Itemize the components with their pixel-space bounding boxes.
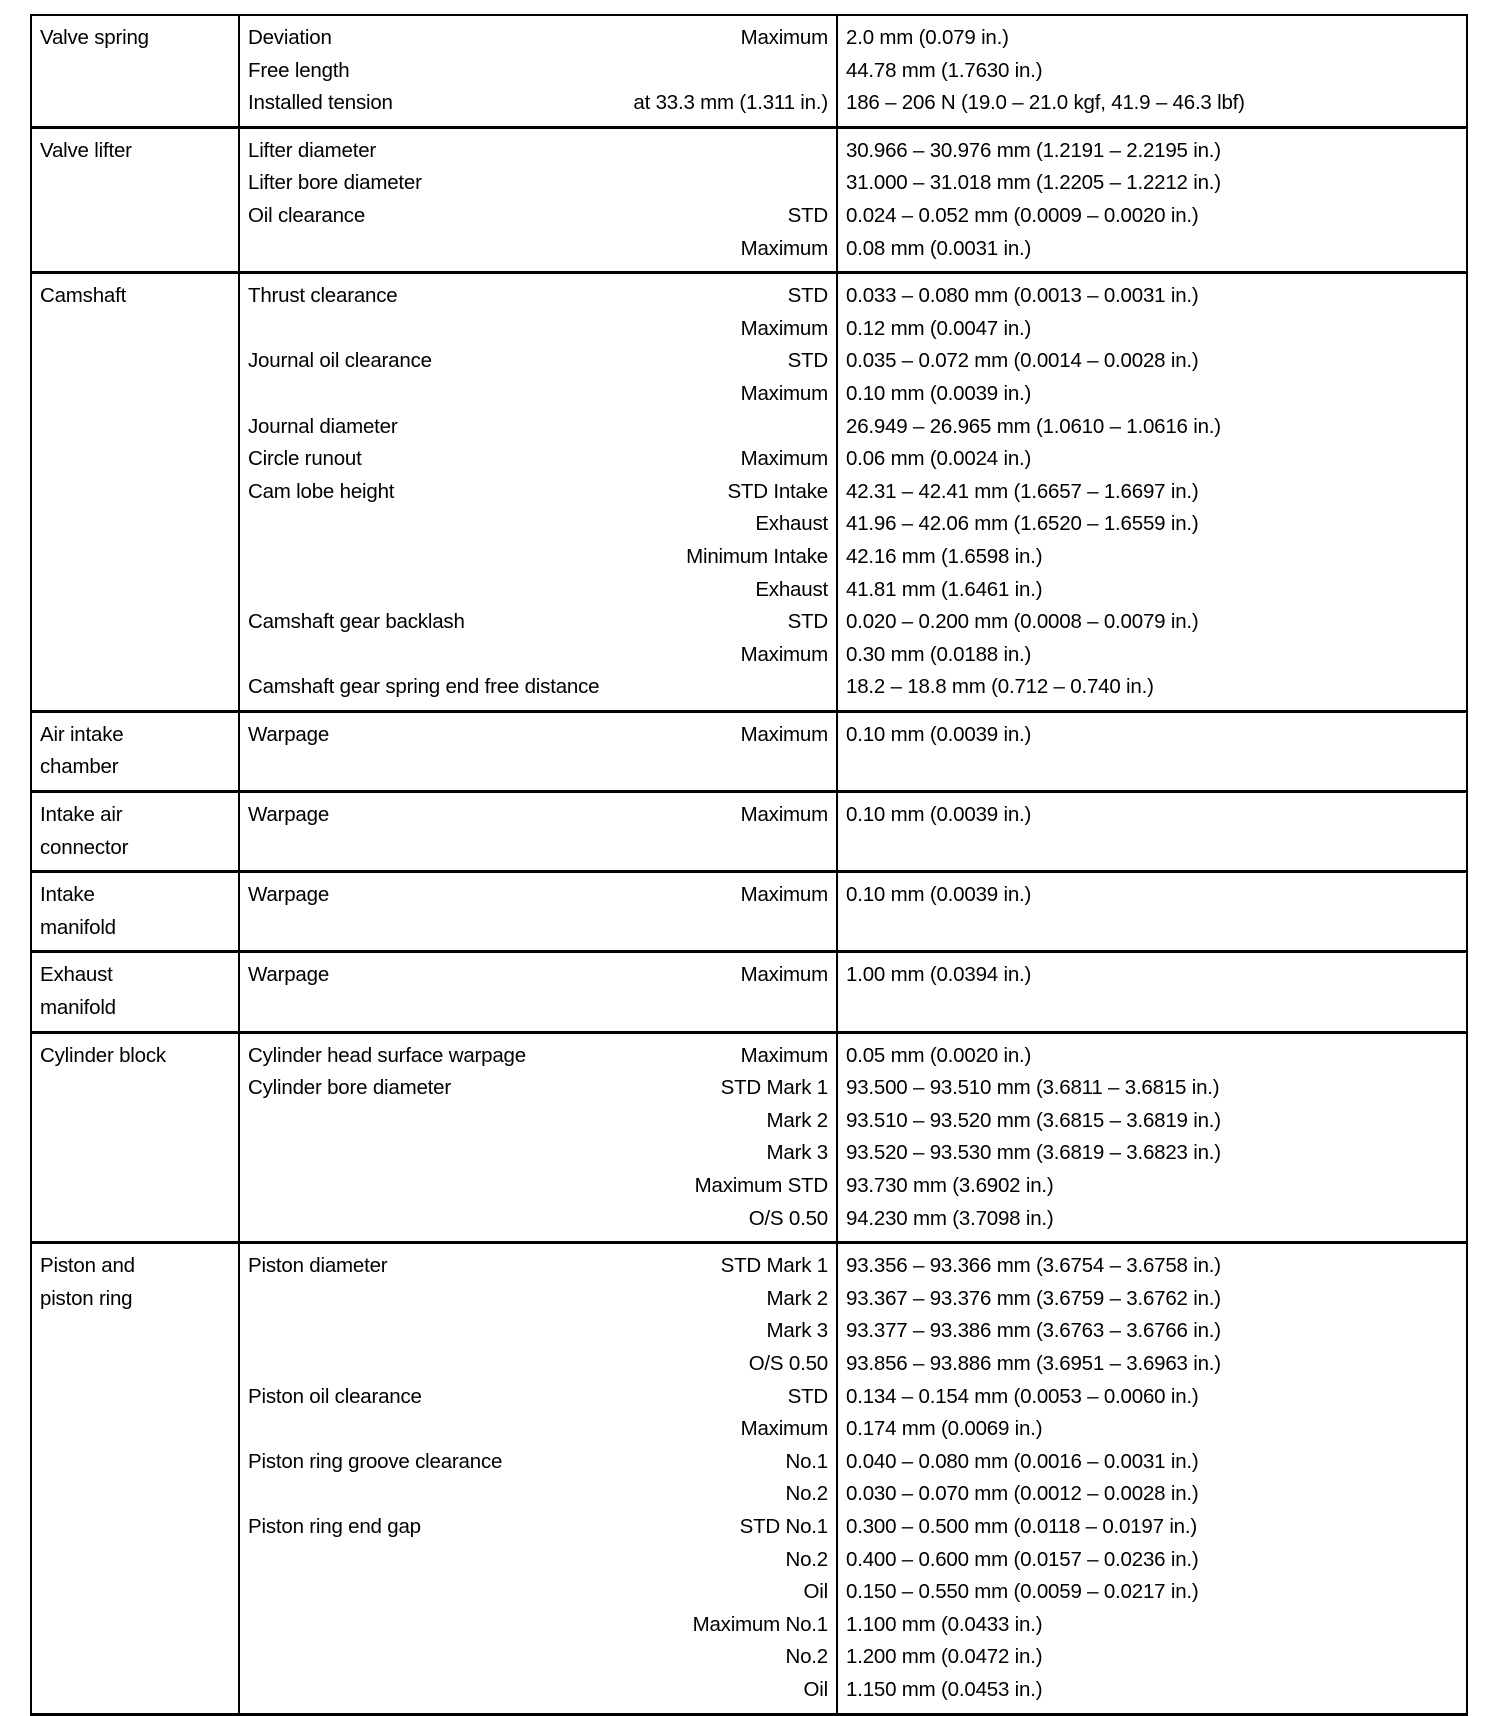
spec-item-row: [248, 879, 828, 912]
spec-item-row: [248, 1170, 828, 1203]
spec-item-row: [248, 541, 828, 574]
spec-condition: No.2: [785, 1645, 828, 1669]
component-name: Cylinder block: [40, 1043, 166, 1067]
spec-value: 0.300 – 0.500 mm (0.0118 – 0.0197 in.): [846, 1514, 1198, 1538]
spec-condition: Maximum: [740, 722, 828, 746]
spec-item-row: [248, 1446, 828, 1479]
spec-condition: Maximum STD: [694, 1174, 828, 1197]
spec-section: [32, 1034, 1466, 1245]
spec-item-row: [248, 1576, 828, 1609]
spec-value: 41.96 – 42.06 mm (1.6520 – 1.6559 in.): [846, 512, 1199, 536]
spec-item-label: Oil clearance: [248, 203, 366, 227]
spec-section: [32, 16, 1466, 129]
spec-value: 94.230 mm (3.7098 in.): [846, 1206, 1054, 1230]
spec-condition: Maximum: [740, 963, 828, 987]
spec-value: 31.000 – 31.018 mm (1.2205 – 1.2212 in.): [846, 171, 1221, 195]
spec-value: 42.31 – 42.41 mm (1.6657 – 1.6697 in.): [846, 479, 1199, 503]
value-cell: [838, 16, 1466, 126]
spec-condition: No.1: [785, 1449, 828, 1473]
value-cell: [838, 713, 1466, 790]
spec-condition: No.2: [785, 1547, 828, 1571]
spec-value: 42.16 mm (1.6598 in.): [846, 544, 1043, 568]
spec-item-row: [248, 345, 828, 378]
spec-item-row: [248, 1413, 828, 1446]
component-name: Camshaft: [40, 284, 127, 308]
spec-section: [32, 953, 1466, 1033]
spec-condition: Maximum No.1: [692, 1612, 828, 1636]
spec-item-row: [248, 508, 828, 541]
spec-item-label: Camshaft gear spring end free distance: [248, 675, 600, 699]
spec-item-row: [248, 1348, 828, 1381]
spec-condition: STD Intake: [727, 479, 828, 503]
component-name-cell: [32, 274, 240, 710]
spec-condition: Oil: [803, 1677, 828, 1701]
spec-section: [32, 793, 1466, 873]
spec-item-row: [248, 1105, 828, 1138]
spec-item-row: [248, 639, 828, 672]
spec-item-label: Warpage: [248, 722, 330, 746]
spec-condition: O/S 0.50: [748, 1351, 828, 1375]
spec-item-label: Journal diameter: [248, 414, 398, 438]
item-cell: [240, 274, 838, 710]
spec-section: [32, 274, 1466, 713]
item-cell: [240, 129, 838, 271]
spec-value: 93.500 – 93.510 mm (3.6811 – 3.6815 in.): [846, 1076, 1220, 1100]
spec-item-label: Warpage: [248, 963, 330, 987]
spec-value: 0.10 mm (0.0039 in.): [846, 883, 1032, 907]
spec-value: 2.0 mm (0.079 in.): [846, 26, 1009, 49]
spec-condition: Maximum: [740, 236, 828, 260]
spec-item-label: Piston diameter: [248, 1254, 388, 1278]
spec-value: 0.024 – 0.052 mm (0.0009 – 0.0020 in.): [846, 203, 1199, 227]
spec-condition: Mark 2: [766, 1108, 828, 1132]
spec-item-row: [248, 799, 828, 832]
spec-condition: Maximum: [740, 803, 828, 827]
spec-item-row: [248, 1478, 828, 1511]
component-name-cell: [32, 953, 240, 1030]
spec-value: 0.06 mm (0.0024 in.): [846, 447, 1032, 471]
spec-item-row: [248, 378, 828, 411]
spec-item-row: [248, 959, 828, 992]
spec-value: 93.377 – 93.386 mm (3.6763 – 3.6766 in.): [846, 1319, 1221, 1343]
spec-value: 93.520 – 93.530 mm (3.6819 – 3.6823 in.): [846, 1141, 1221, 1165]
spec-item-label: Piston ring end gap: [248, 1514, 421, 1538]
specification-table: [30, 14, 1468, 1716]
spec-item-label: Free length: [248, 58, 350, 82]
spec-condition: Oil: [803, 1580, 828, 1604]
item-cell: [240, 1034, 838, 1242]
item-cell: [240, 953, 838, 1030]
spec-item-row: [248, 22, 828, 55]
spec-value: 0.150 – 0.550 mm (0.0059 – 0.0217 in.): [846, 1580, 1199, 1604]
spec-value: 186 – 206 N (19.0 – 21.0 kgf, 41.9 – 46.3 lbf): [846, 91, 1245, 115]
component-name: piston ring: [40, 1286, 133, 1310]
spec-item-label: Warpage: [248, 803, 330, 827]
spec-condition: Maximum: [740, 447, 828, 471]
spec-item-row: [248, 280, 828, 313]
spec-item-label: Cylinder head surface warpage: [248, 1043, 526, 1067]
spec-item-row: [248, 1203, 828, 1236]
spec-value: 0.10 mm (0.0039 in.): [846, 722, 1032, 746]
spec-value: 0.020 – 0.200 mm (0.0008 – 0.0079 in.): [846, 610, 1199, 634]
value-cell: [838, 873, 1466, 950]
spec-condition: at 33.3 mm (1.311 in.): [633, 91, 828, 115]
spec-condition: Minimum Intake: [686, 544, 828, 568]
spec-condition: Mark 2: [766, 1286, 828, 1310]
spec-item-label: Cylinder bore diameter: [248, 1076, 451, 1100]
spec-condition: Maximum: [740, 381, 828, 405]
component-name-cell: [32, 1244, 240, 1712]
spec-item-row: [248, 719, 828, 752]
value-cell: [838, 274, 1466, 710]
spec-item-row: [248, 476, 828, 509]
spec-item-label: Installed tension: [248, 91, 393, 115]
value-cell: [838, 1244, 1466, 1712]
spec-item-label: Piston oil clearance: [248, 1384, 422, 1408]
spec-item-row: [248, 411, 828, 444]
spec-item-row: [248, 574, 828, 607]
spec-item-label: Warpage: [248, 883, 330, 907]
spec-condition: STD: [787, 1384, 828, 1408]
component-name-cell: [32, 16, 240, 126]
spec-value: 1.100 mm (0.0433 in.): [846, 1612, 1043, 1636]
spec-item-label: Thrust clearance: [248, 284, 398, 308]
spec-value: 41.81 mm (1.6461 in.): [846, 577, 1043, 601]
spec-condition: O/S 0.50: [748, 1206, 828, 1230]
spec-condition: STD No.1: [739, 1514, 828, 1538]
spec-condition: Maximum: [740, 1043, 828, 1067]
spec-value: 93.856 – 93.886 mm (3.6951 – 3.6963 in.): [846, 1351, 1221, 1375]
spec-item-label: Circle runout: [248, 447, 362, 471]
spec-value: 1.150 mm (0.0453 in.): [846, 1677, 1043, 1701]
value-cell: [838, 1034, 1466, 1242]
spec-condition: Maximum: [740, 883, 828, 907]
spec-item-label: Lifter bore diameter: [248, 171, 422, 195]
item-cell: [240, 16, 838, 126]
component-name-cell: [32, 129, 240, 271]
value-cell: [838, 129, 1466, 271]
spec-item-row: [248, 200, 828, 233]
spec-item-row: [248, 606, 828, 639]
spec-item-row: [248, 167, 828, 200]
spec-item-row: [248, 1137, 828, 1170]
component-name: manifold: [40, 996, 116, 1020]
spec-condition: No.2: [785, 1482, 828, 1506]
spec-item-row: [248, 55, 828, 88]
spec-item-label: Lifter diameter: [248, 138, 377, 162]
spec-item-label: Piston ring groove clearance: [248, 1449, 503, 1473]
component-name: chamber: [40, 755, 119, 779]
value-cell: [838, 953, 1466, 1030]
spec-item-row: [248, 1544, 828, 1577]
spec-value: 0.10 mm (0.0039 in.): [846, 381, 1032, 405]
spec-item-label: Deviation: [248, 26, 332, 49]
spec-condition: STD: [787, 203, 828, 227]
component-name: Valve spring: [40, 26, 149, 49]
spec-value: 0.12 mm (0.0047 in.): [846, 316, 1032, 340]
spec-section: [32, 1244, 1466, 1715]
spec-item-row: [248, 87, 828, 120]
component-name-cell: [32, 713, 240, 790]
spec-item-row: [248, 1674, 828, 1707]
spec-item-row: [248, 1381, 828, 1414]
spec-item-row: [248, 1040, 828, 1073]
spec-condition: Maximum: [740, 1417, 828, 1441]
spec-section: [32, 129, 1466, 274]
spec-value: 0.030 – 0.070 mm (0.0012 – 0.0028 in.): [846, 1482, 1199, 1506]
spec-value: 0.134 – 0.154 mm (0.0053 – 0.0060 in.): [846, 1384, 1199, 1408]
component-name: Air intake: [40, 722, 124, 746]
spec-item-row: [248, 1315, 828, 1348]
spec-section: [32, 713, 1466, 793]
spec-section: [32, 873, 1466, 953]
spec-item-row: [248, 443, 828, 476]
spec-condition: Mark 3: [766, 1141, 828, 1165]
spec-item-label: Cam lobe height: [248, 479, 395, 503]
item-cell: [240, 793, 838, 870]
spec-value: 30.966 – 30.976 mm (1.2191 – 2.2195 in.): [846, 138, 1221, 162]
item-cell: [240, 873, 838, 950]
component-name-cell: [32, 1034, 240, 1242]
component-name: Intake air: [40, 803, 123, 827]
spec-condition: Maximum: [740, 26, 828, 49]
spec-condition: STD: [787, 284, 828, 308]
spec-value: 0.035 – 0.072 mm (0.0014 – 0.0028 in.): [846, 349, 1199, 373]
spec-item-row: [248, 1609, 828, 1642]
spec-item-label: Journal oil clearance: [248, 349, 432, 373]
spec-item-row: [248, 313, 828, 346]
component-name: Exhaust: [40, 963, 113, 987]
component-name-cell: [32, 873, 240, 950]
spec-value: 0.08 mm (0.0031 in.): [846, 236, 1032, 260]
spec-condition: STD Mark 1: [720, 1254, 828, 1278]
spec-condition: Exhaust: [755, 577, 828, 601]
item-cell: [240, 713, 838, 790]
spec-item-row: [248, 1641, 828, 1674]
spec-value: 93.367 – 93.376 mm (3.6759 – 3.6762 in.): [846, 1286, 1221, 1310]
spec-condition: Mark 3: [766, 1319, 828, 1343]
spec-value: 44.78 mm (1.7630 in.): [846, 58, 1043, 82]
spec-value: 0.10 mm (0.0039 in.): [846, 803, 1032, 827]
component-name: Valve lifter: [40, 138, 132, 162]
spec-value: 93.356 – 93.366 mm (3.6754 – 3.6758 in.): [846, 1254, 1221, 1278]
spec-item-row: [248, 671, 828, 704]
value-cell: [838, 793, 1466, 870]
spec-item-row: [248, 233, 828, 266]
component-name-cell: [32, 793, 240, 870]
spec-value: 93.510 – 93.520 mm (3.6815 – 3.6819 in.): [846, 1108, 1221, 1132]
spec-item-row: [248, 1511, 828, 1544]
component-name: manifold: [40, 915, 116, 939]
spec-value: 0.174 mm (0.0069 in.): [846, 1417, 1043, 1441]
spec-value: 0.05 mm (0.0020 in.): [846, 1043, 1032, 1067]
spec-condition: STD: [787, 610, 828, 634]
spec-value: 26.949 – 26.965 mm (1.0610 – 1.0616 in.): [846, 414, 1221, 438]
spec-condition: Maximum: [740, 642, 828, 666]
component-name: connector: [40, 835, 129, 859]
spec-condition: Maximum: [740, 316, 828, 340]
item-cell: [240, 1244, 838, 1712]
spec-condition: Exhaust: [755, 512, 828, 536]
spec-value: 18.2 – 18.8 mm (0.712 – 0.740 in.): [846, 675, 1154, 699]
component-name: Intake: [40, 883, 95, 907]
spec-item-row: [248, 1072, 828, 1105]
spec-item-row: [248, 1283, 828, 1316]
spec-item-row: [248, 1250, 828, 1283]
spec-value: 93.730 mm (3.6902 in.): [846, 1174, 1054, 1197]
spec-item-label: Camshaft gear backlash: [248, 610, 465, 634]
component-name: Piston and: [40, 1254, 135, 1278]
spec-value: 0.400 – 0.600 mm (0.0157 – 0.0236 in.): [846, 1547, 1199, 1571]
spec-value: 0.040 – 0.080 mm (0.0016 – 0.0031 in.): [846, 1449, 1199, 1473]
spec-value: 0.033 – 0.080 mm (0.0013 – 0.0031 in.): [846, 284, 1199, 308]
spec-value: 1.00 mm (0.0394 in.): [846, 963, 1032, 987]
spec-condition: STD: [787, 349, 828, 373]
spec-condition: STD Mark 1: [720, 1076, 828, 1100]
spec-item-row: [248, 135, 828, 168]
spec-value: 0.30 mm (0.0188 in.): [846, 642, 1032, 666]
spec-value: 1.200 mm (0.0472 in.): [846, 1645, 1043, 1669]
